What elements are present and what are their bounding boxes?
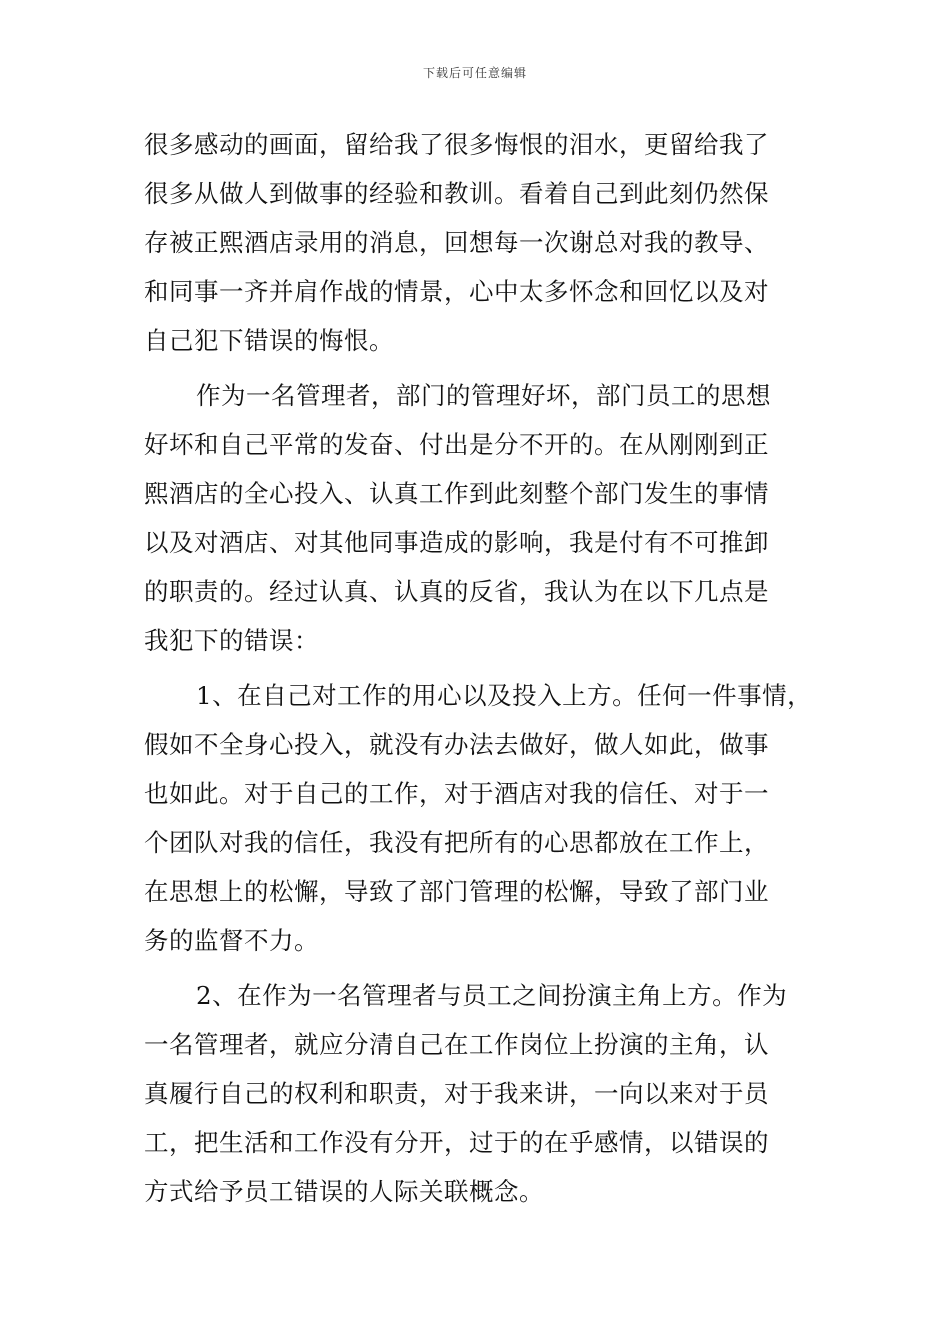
paragraph: [144, 971, 812, 1216]
text-line: 个团队对我的信任，我没有把所有的心思都放在工作上，: [144, 828, 769, 857]
paragraph: [144, 671, 812, 965]
text-line: 务的监督不力。: [144, 926, 319, 955]
text-line: 作为一名管理者，部门的管理好坏，部门员工的思想: [196, 381, 771, 410]
paragraph: [144, 371, 812, 665]
text-line: 工，把生活和工作没有分开，过于的在乎感情，以错误的: [144, 1128, 769, 1157]
text-line: 存被正熙酒店录用的消息，回想每一次谢总对我的教导、: [144, 228, 769, 257]
text-line: 很多感动的画面，留给我了很多悔恨的泪水，更留给我了: [144, 130, 769, 159]
text-line: 的职责的。经过认真、认真的反省，我认为在以下几点是: [144, 577, 769, 606]
text-line: 以及对酒店、对其他同事造成的影响，我是付有不可推卸: [144, 528, 769, 557]
text-line: 一名管理者，就应分清自己在工作岗位上扮演的主角，认: [144, 1030, 769, 1059]
text-line: 和同事一齐并肩作战的情景，心中太多怀念和回忆以及对: [144, 277, 769, 306]
text-line: 1、在自己对工作的用心以及投入上方。任何一件事情，: [196, 681, 813, 710]
text-line: 在思想上的松懈，导致了部门管理的松懈，导致了部门业: [144, 877, 769, 906]
text-line: 真履行自己的权利和职责，对于我来讲，一向以来对于员: [144, 1079, 769, 1108]
text-line: 很多从做人到做事的经验和教训。看着自己到此刻仍然保: [144, 179, 769, 208]
text-line: 好坏和自己平常的发奋、付出是分不开的。在从刚刚到正: [144, 430, 769, 459]
text-line: 方式给予员工错误的人际关联概念。: [144, 1177, 544, 1206]
text-line: 2、在作为一名管理者与员工之间扮演主角上方。作为: [196, 981, 788, 1010]
text-line: 假如不全身心投入，就没有办法去做好，做人如此，做事: [144, 730, 769, 759]
text-line: 自己犯下错误的悔恨。: [144, 326, 394, 355]
text-line: 我犯下的错误：: [144, 626, 319, 655]
text-line: 也如此。对于自己的工作，对于酒店对我的信任、对于一: [144, 779, 769, 808]
document-body: [144, 120, 812, 1216]
page-header: 下载后可任意编辑: [422, 66, 527, 80]
text-line: 熙酒店的全心投入、认真工作到此刻整个部门发生的事情: [144, 479, 769, 508]
paragraph: [144, 120, 812, 365]
